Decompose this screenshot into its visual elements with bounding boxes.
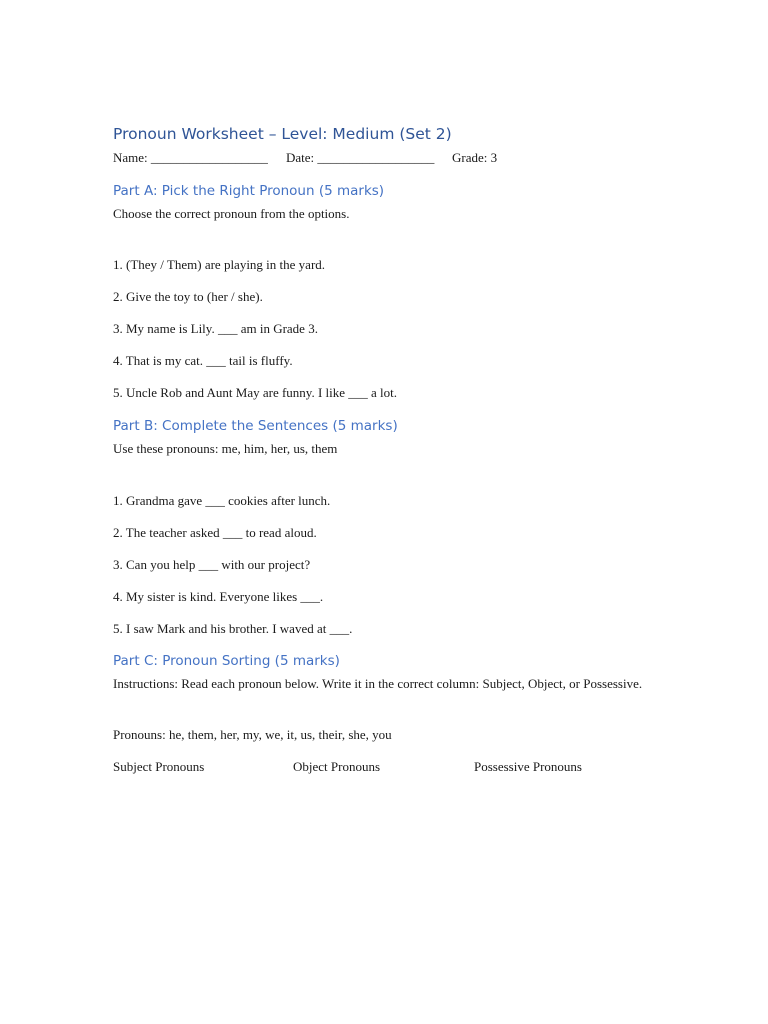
part-a-question-2: 2. Give the toy to (her / she). <box>113 289 263 304</box>
grade-label: Grade: 3 <box>452 150 498 165</box>
worksheet-title: Pronoun Worksheet – Level: Medium (Set 2) <box>113 125 452 143</box>
part-a-question-3: 3. My name is Lily. ___ am in Grade 3. <box>113 321 318 336</box>
part-a-instruction: Choose the correct pronoun from the options. <box>113 206 350 221</box>
part-c-pronoun-list: Pronouns: he, them, her, my, we, it, us, their, she, you <box>113 727 392 742</box>
part-a-heading: Part A: Pick the Right Pronoun (5 marks) <box>113 183 385 199</box>
part-a-question-4: 4. That is my cat. ___ tail is fluffy. <box>113 353 293 368</box>
part-b-question-4: 4. My sister is kind. Everyone likes ___. <box>113 589 324 604</box>
part-b-question-1: 1. Grandma gave ___ cookies after lunch. <box>113 493 331 508</box>
part-b-question-3: 3. Can you help ___ with our project? <box>113 557 311 572</box>
part-a-question-5: 5. Uncle Rob and Aunt May are funny. I like ___ a lot. <box>113 385 398 400</box>
object-pronouns-column-header: Object Pronouns <box>293 759 381 774</box>
possessive-pronouns-column-header: Possessive Pronouns <box>474 759 582 774</box>
part-b-question-2: 2. The teacher asked ___ to read aloud. <box>113 525 317 540</box>
part-a-question-1: 1. (They / Them) are playing in the yard. <box>113 257 326 272</box>
subject-pronouns-column-header: Subject Pronouns <box>113 759 205 774</box>
part-b-heading: Part B: Complete the Sentences (5 marks) <box>113 418 398 434</box>
date-field: Date: __________________ <box>286 150 435 165</box>
name-field: Name: __________________ <box>113 150 268 165</box>
part-b-instruction: Use these pronouns: me, him, her, us, them <box>113 441 338 456</box>
part-c-heading: Part C: Pronoun Sorting (5 marks) <box>113 653 340 669</box>
part-b-question-5: 5. I saw Mark and his brother. I waved at ___. <box>113 621 353 636</box>
part-c-instruction: Instructions: Read each pronoun below. Write it in the correct column: Subject, Object, or Possessive. <box>113 676 643 691</box>
